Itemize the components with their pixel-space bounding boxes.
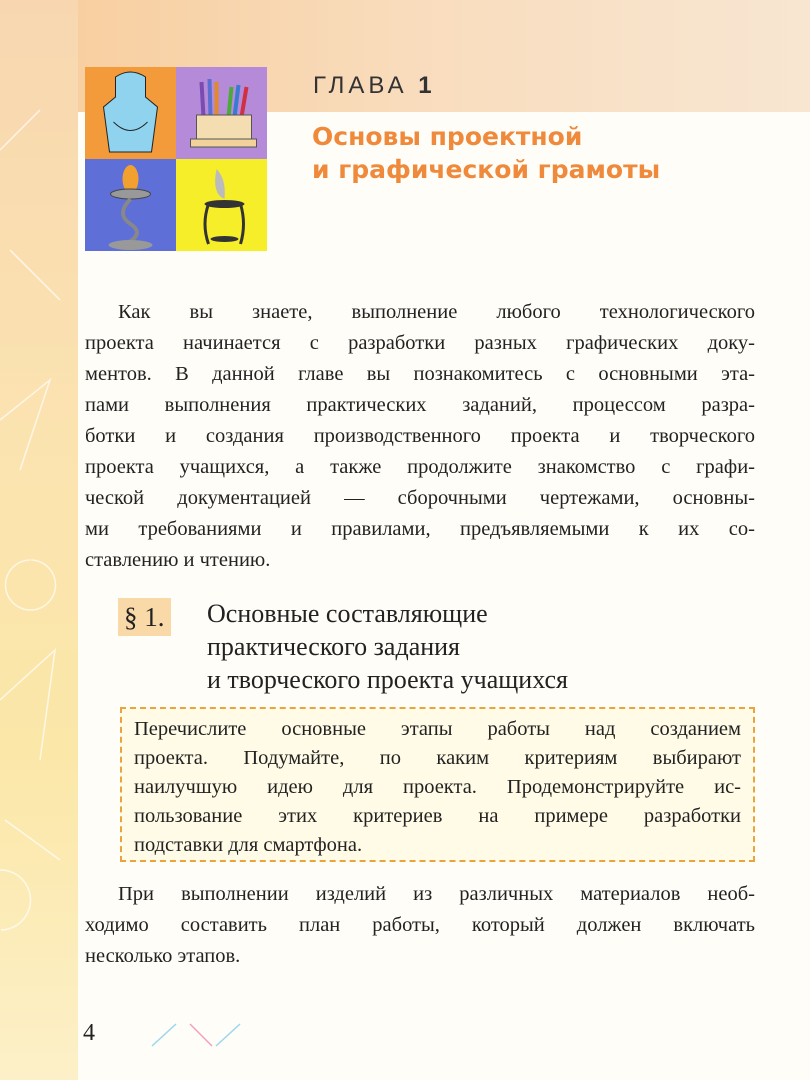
intro-paragraph: Как вы знаете, выполнение любого технологического проекта начинается с разработки разных графических доку- ментов. В данной главе вы познакомитесь с основными эта- пами выполнения практических заданий, процессом разра- ботки и создания производственного проекта и творческого проекта учащихся, а также продолжите знакомство с графи- ческой документацией — сборочными чертежами, основны- ми требованиями и правилами, предъявляемыми к их со- ставлению и чтению. bbox=[85, 301, 755, 571]
chapter-label: ГЛАВА 1 bbox=[313, 72, 436, 99]
apron-image bbox=[85, 67, 176, 159]
chapter-title: Основы проектной и графической грамоты bbox=[312, 122, 661, 184]
section-title: Основные составляющие практического задания и творческого проекта учащихся bbox=[207, 599, 568, 694]
section-number: § 1. bbox=[118, 598, 171, 636]
closing-paragraph: При выполнении изделий из различных материалов необ- ходимо составить план работы, который должен включать несколько этапов. bbox=[85, 883, 755, 967]
plant-stand-image bbox=[176, 159, 267, 251]
page-number: 4 bbox=[83, 1020, 95, 1046]
pencil-holder-image bbox=[176, 67, 267, 159]
candle-holder-image bbox=[85, 159, 176, 251]
decorative-margin bbox=[0, 0, 78, 1080]
decorative-strokes bbox=[150, 1022, 245, 1048]
chapter-illustration bbox=[85, 67, 267, 251]
task-box: Перечислите основные этапы работы над созданием проекта. Подумайте, по каким критериям выбирают наилучшую идею для проекта. Продемонстрируйте ис- пользование этих критериев на примере разработки подставки для смартфона. bbox=[120, 707, 755, 862]
